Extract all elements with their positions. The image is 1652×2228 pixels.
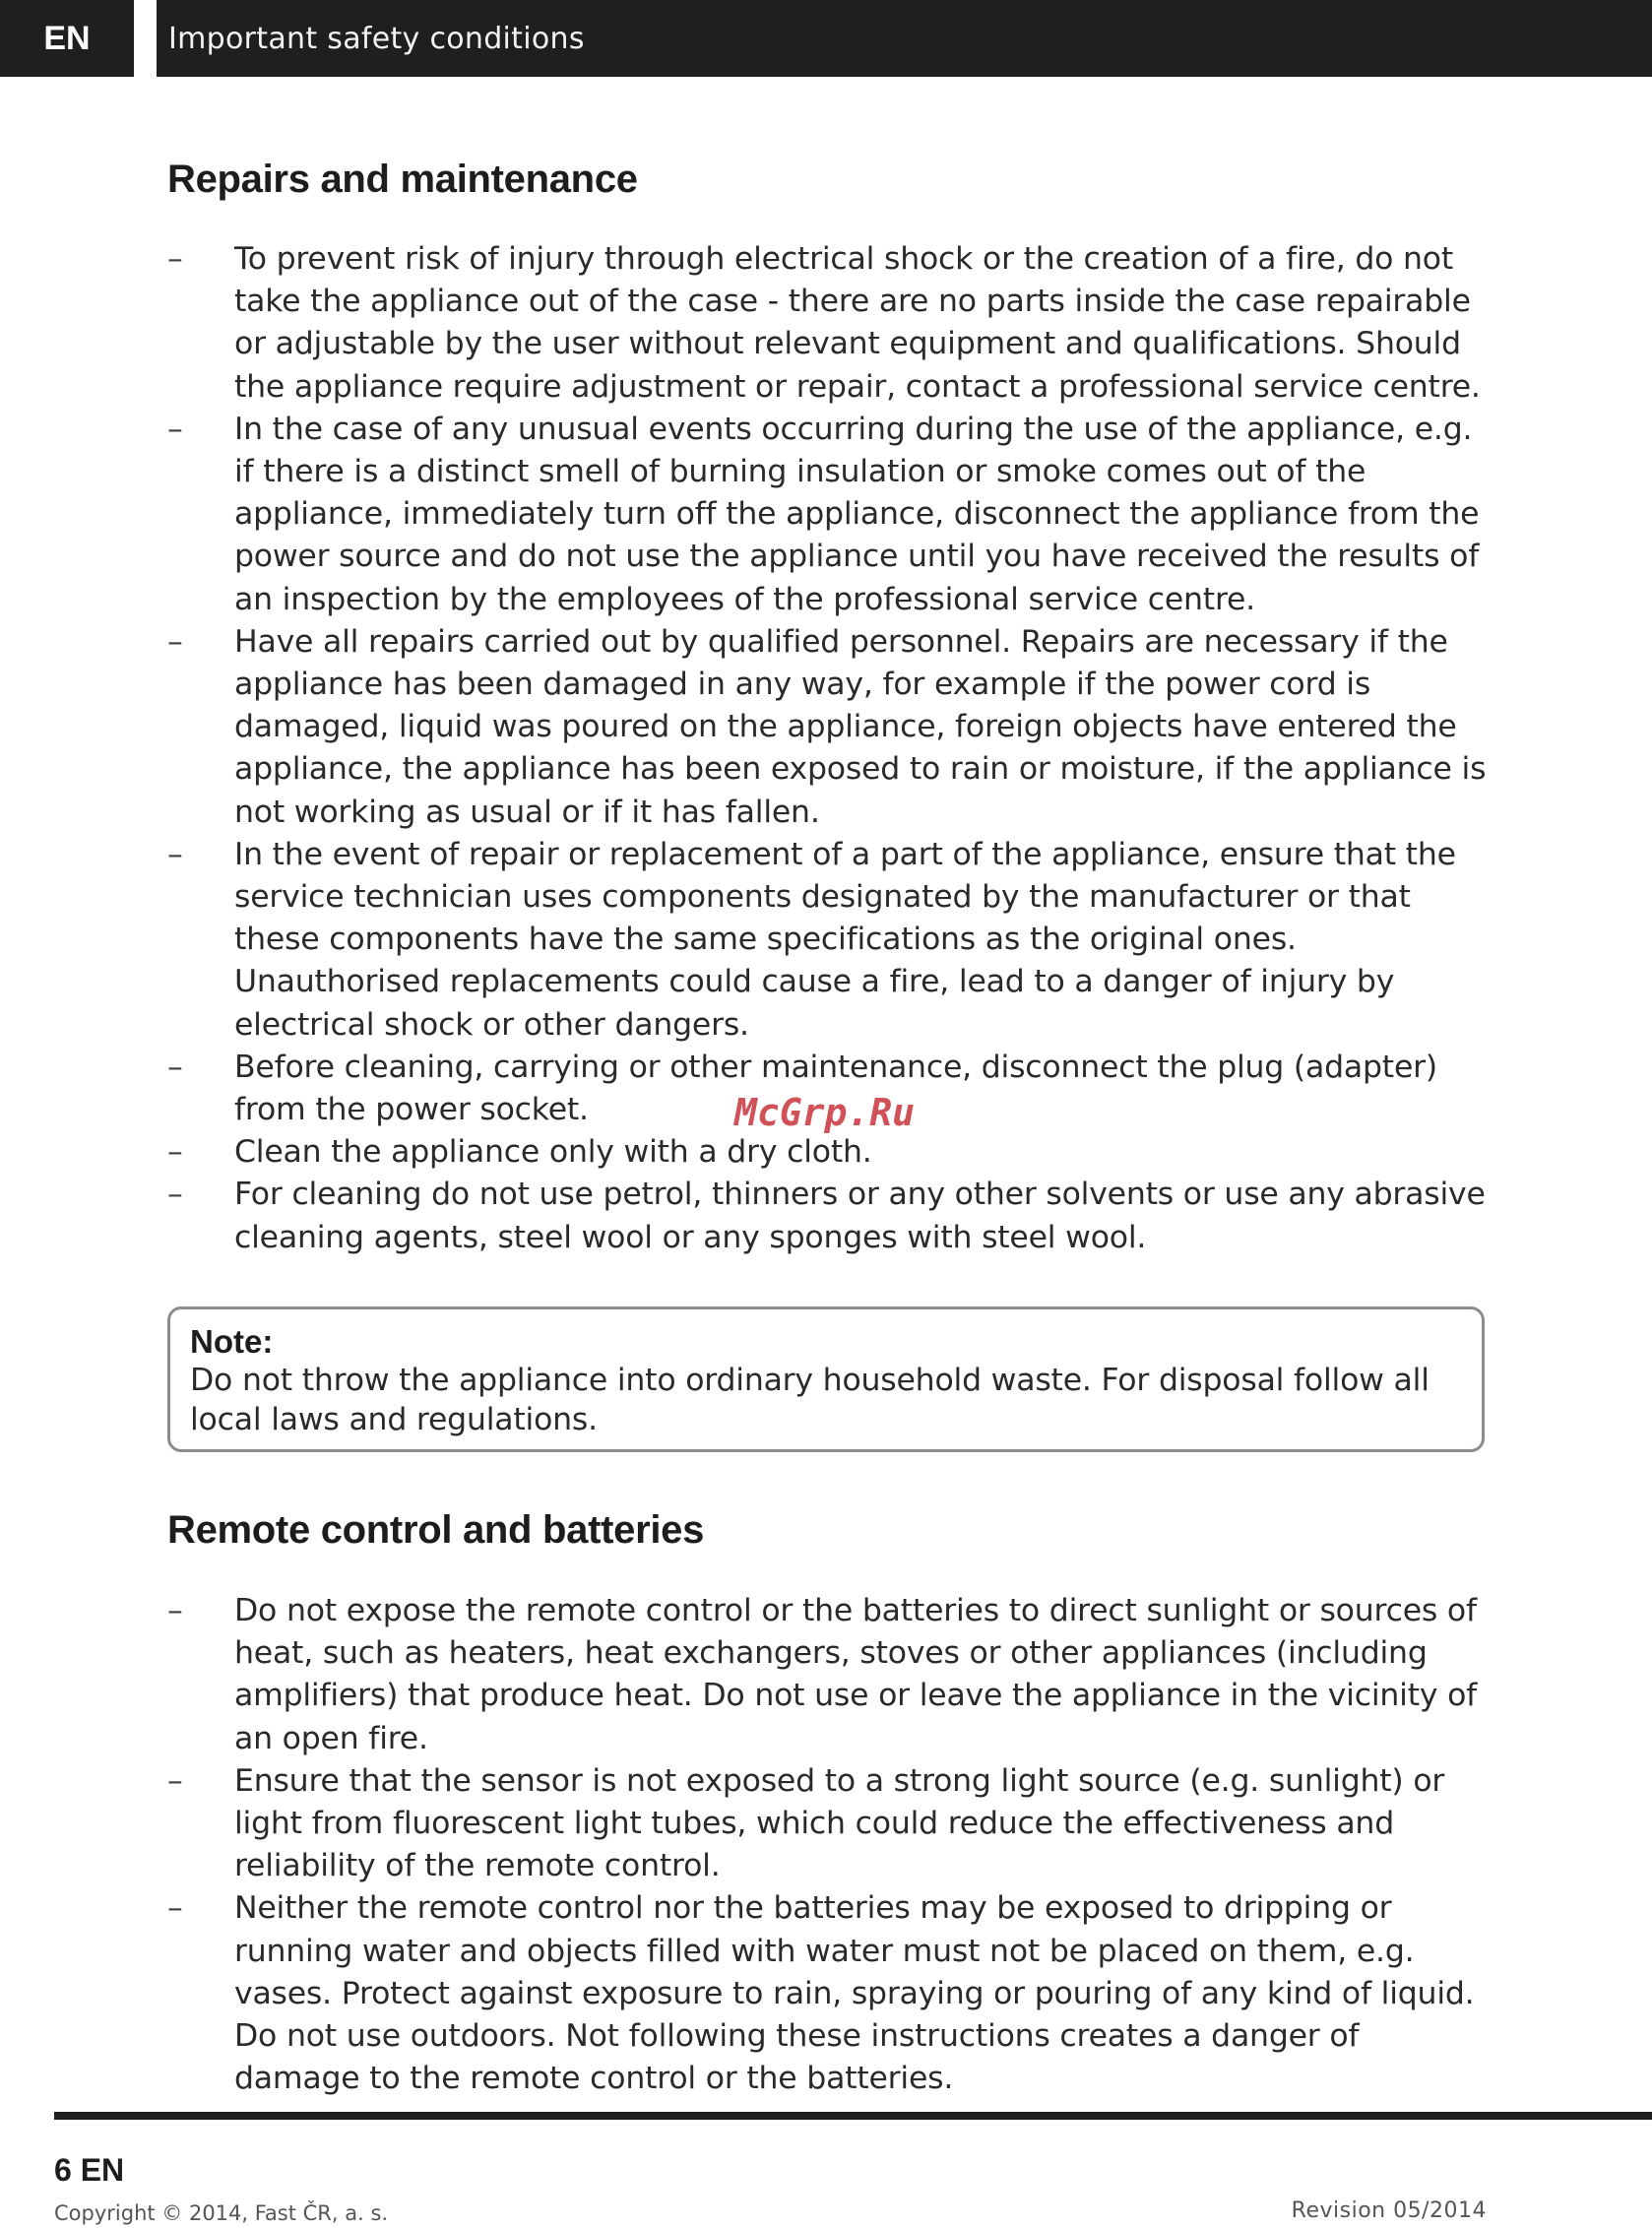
list-item	[167, 621, 1492, 834]
list-item	[167, 238, 1492, 409]
list-item-text: Do not expose the remote control or the batteries to direct sunlight or sources of heat, such as heaters, heat exchangers, stoves or other appliances (including amplifiers) that produce heat. Do not use or leave the appliance in the vicinity of an open fire.	[234, 1593, 1478, 1756]
note-text: Do not throw the appliance into ordinary household waste. For disposal follow all local laws and regulations.	[190, 1363, 1430, 1437]
bullet-dash: –	[167, 836, 183, 872]
list-item	[167, 409, 1492, 621]
remote-list	[167, 1590, 1492, 2100]
bullet-dash: –	[167, 1177, 183, 1213]
header-title: Important safety conditions	[168, 21, 585, 56]
list-item	[167, 1760, 1492, 1888]
list-item-text: Neither the remote control nor the batteries may be exposed to dripping or running water and objects filled with water must not be placed on them, e.g. vases. Protect against exposure to rain, spraying or pouring of any kind of liquid. Do not use outdoors. Not following these instructions creates a danger of damage to the remote control or the batteries.	[234, 1890, 1475, 2097]
list-item	[167, 1887, 1492, 2100]
section-title-remote: Remote control and batteries	[167, 1508, 705, 1552]
page-number: 6 EN	[54, 2152, 125, 2188]
list-item-text: To prevent risk of injury through electrical shock or the creation of a fire, do not take the appliance out of the case - there are no parts inside the case repairable or adjustable by the user without relevant equipment and qualifications. Should the appliance require adjustment or repair, contact a professional service centre.	[234, 241, 1481, 405]
watermark: McGrp.Ru	[734, 1091, 916, 1134]
bullet-dash: –	[167, 411, 183, 447]
list-item-text: Clean the appliance only with a dry cloth.	[234, 1134, 872, 1171]
note-label: Note:	[190, 1323, 274, 1360]
bullet-dash: –	[167, 1762, 183, 1799]
copyright-text: Copyright © 2014, Fast ČR, a. s.	[54, 2201, 389, 2225]
bullet-dash: –	[167, 1593, 183, 1628]
bullet-dash: –	[167, 1049, 183, 1085]
header-bar	[157, 0, 1652, 77]
revision-text: Revision 05/2014	[1291, 2198, 1487, 2223]
bullet-dash: –	[167, 1890, 183, 1927]
list-item	[167, 1174, 1492, 1258]
bullet-dash: –	[167, 623, 183, 660]
list-item-text: For cleaning do not use petrol, thinners or any other solvents or use any abrasive cleaning agents, steel wool or any sponges with steel wool.	[234, 1177, 1486, 1255]
section-title-repairs: Repairs and maintenance	[167, 158, 638, 201]
list-item-text: In the event of repair or replacement of a part of the appliance, ensure that the service technician uses components designated by the manufacturer or that these components have the same specifications as the original ones. Unauthorised replacements could cause a fire, lead to a danger of injury by electrical shock or other dangers.	[234, 836, 1456, 1043]
footer-rule	[54, 2112, 1652, 2120]
note-box	[167, 1306, 1485, 1452]
list-item-text: Before cleaning, carrying or other maintenance, disconnect the plug (adapter) from the power socket.	[234, 1049, 1437, 1128]
language-tab: EN	[0, 0, 134, 77]
list-item	[167, 1131, 1492, 1174]
list-item-text: Have all repairs carried out by qualified personnel. Repairs are necessary if the appliance has been damaged in any way, for example if the power cord is damaged, liquid was poured on the appliance, foreign objects have entered the appliance, the appliance has been exposed to rain or moisture, if the appliance is not working as usual or if it has fallen.	[234, 623, 1487, 830]
list-item	[167, 1590, 1492, 1760]
bullet-dash: –	[167, 1134, 183, 1171]
bullet-dash: –	[167, 241, 183, 277]
list-item-text: In the case of any unusual events occurring during the use of the appliance, e.g. if there is a distinct smell of burning insulation or smoke comes out of the appliance, immediately turn off the appliance, disconnect the appliance from the power source and do not use the appliance until you have received the results of an inspection by the employees of the professional service centre.	[234, 411, 1480, 617]
list-item	[167, 834, 1492, 1047]
list-item-text: Ensure that the sensor is not exposed to a strong light source (e.g. sunlight) or light from fluorescent light tubes, which could reduce the effectiveness and reliability of the remote control.	[234, 1762, 1445, 1884]
